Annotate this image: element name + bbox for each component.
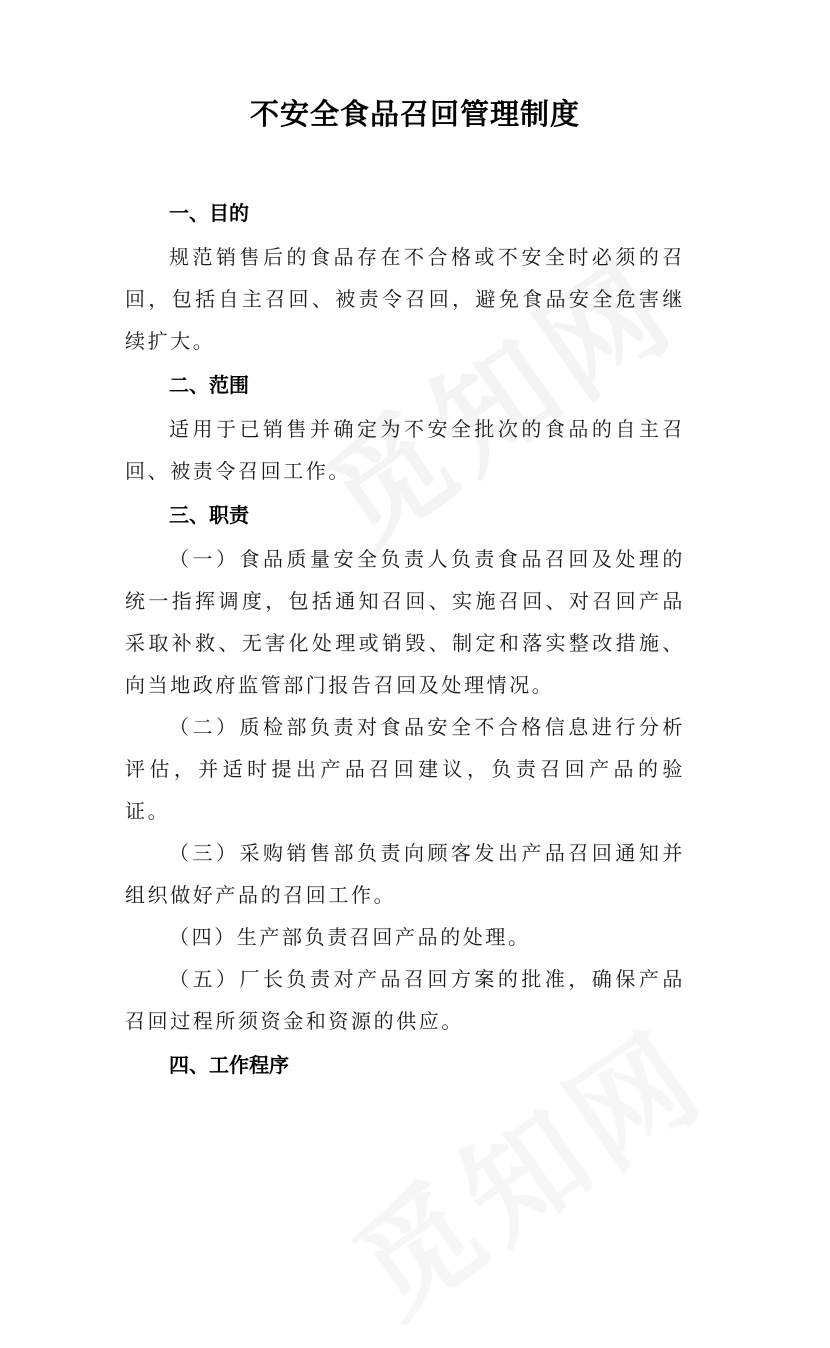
paragraph: （二）质检部负责对食品安全不合格信息进行分析评估，并适时提出产品召回建议，负责召回产品的验证。 [125,715,685,823]
paragraph: 规范销售后的食品存在不合格或不安全时必须的召回，包括自主召回、被责令召回，避免食品安全危害继续扩大。 [125,245,685,353]
section-scope [125,364,685,492]
section-heading: 四、工作程序 [169,1053,289,1077]
document-title: 不安全食品召回管理制度 [249,97,580,131]
document-body [125,190,685,1088]
section-heading: 二、范围 [169,373,249,397]
paragraph: 适用于已销售并确定为不安全批次的食品的自主召回、被责令召回工作。 [125,417,685,483]
paragraph: （一）食品质量安全负责人负责食品召回及处理的统一指挥调度，包括通知召回、实施召回、对召回产品采取补救、无害化处理或销毁、制定和落实整改措施、向当地政府监管部门报告召回及处理情况。 [125,547,685,697]
paragraph: （五）厂长负责对产品召回方案的批准，确保产品召回过程所须资金和资源的供应。 [125,967,685,1033]
section-heading: 一、目的 [169,201,249,225]
section-responsibilities [125,494,685,1042]
section-procedure [125,1044,685,1086]
section-heading: 三、职责 [169,503,249,527]
section-purpose [125,192,685,362]
paragraph: （三）采购销售部负责向顾客发出产品召回通知并组织做好产品的召回工作。 [125,841,685,907]
paragraph: （四）生产部负责召回产品的处理。 [169,925,531,949]
